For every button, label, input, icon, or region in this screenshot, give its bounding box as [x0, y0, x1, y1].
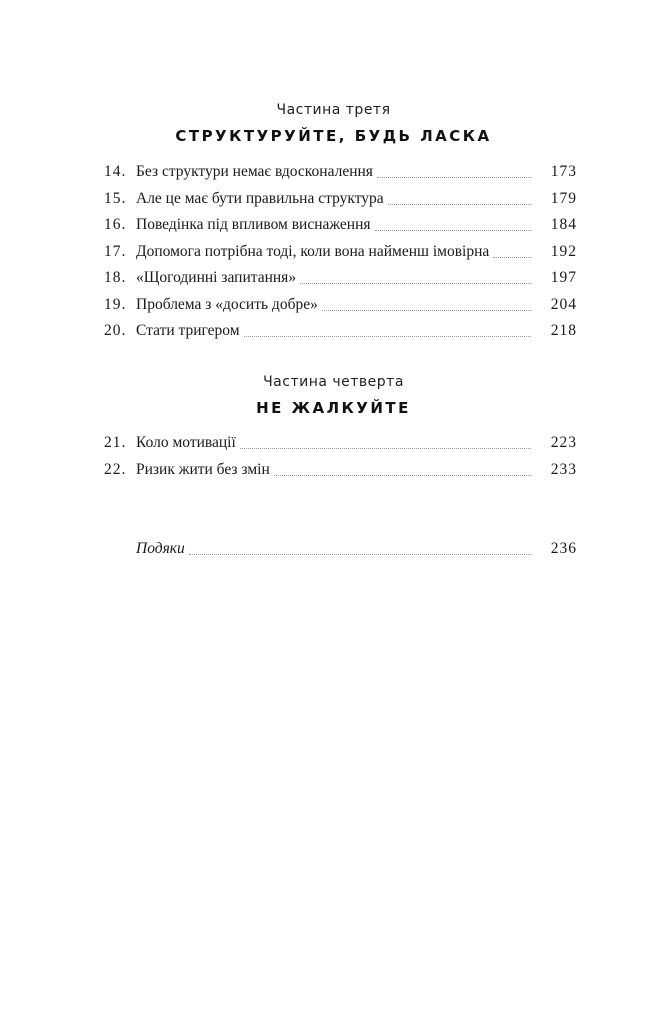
toc-entry[interactable]	[104, 296, 577, 316]
toc-entry-page: 173	[550, 163, 577, 180]
dot-leader	[388, 203, 531, 205]
toc-entry-page: 184	[550, 216, 577, 233]
toc-entry-page: 204	[550, 296, 577, 313]
toc-entry[interactable]	[104, 190, 577, 210]
toc-entry[interactable]	[104, 163, 577, 183]
dot-leader	[375, 229, 531, 231]
toc-entry-number: 22.	[104, 461, 127, 478]
toc-entry-title: Подяки	[136, 540, 185, 557]
toc-entry-page: 192	[550, 243, 577, 260]
toc-entry-title: «Щогодинні запитання»	[136, 269, 297, 286]
part-3-title: СТРУКТУРУЙТЕ, БУДЬ ЛАСКА	[175, 127, 492, 145]
toc-entry-number: 14.	[104, 163, 127, 180]
toc-entry-number: 17.	[104, 243, 127, 260]
toc-entry[interactable]	[104, 434, 577, 454]
toc-entry-title: Допомога потрібна тоді, коли вона найменш імовірна	[136, 243, 490, 260]
toc-entry[interactable]	[104, 461, 577, 481]
toc-entry-page: 179	[550, 190, 577, 207]
dot-leader	[493, 256, 531, 258]
toc-entry-number: 15.	[104, 190, 127, 207]
toc-entry-page: 236	[550, 540, 577, 557]
dot-leader	[274, 474, 531, 476]
dot-leader	[244, 335, 531, 337]
toc-entry-acknowledgements[interactable]	[104, 540, 577, 560]
toc-entry[interactable]	[104, 216, 577, 236]
toc-entry-title: Поведінка під впливом виснаження	[136, 216, 371, 233]
toc-entry-title: Без структури немає вдосконалення	[136, 163, 373, 180]
dot-leader	[300, 282, 531, 284]
part-4-title: НЕ ЖАЛКУЙТЕ	[256, 399, 411, 417]
toc-entry-title: Але це має бути правильна структура	[136, 190, 384, 207]
toc-entry-number: 20.	[104, 322, 127, 339]
dot-leader	[377, 176, 531, 178]
toc-entry-page: 233	[550, 461, 577, 478]
dot-leader	[189, 553, 531, 555]
toc-entry-number: 18.	[104, 269, 127, 286]
toc-entry-page: 218	[550, 322, 577, 339]
toc-entry-number: 16.	[104, 216, 127, 233]
toc-entry-title: Проблема з «досить добре»	[136, 296, 318, 313]
toc-entry-title: Коло мотивації	[136, 434, 236, 451]
toc-entry-page: 223	[550, 434, 577, 451]
toc-entry-page: 197	[550, 269, 577, 286]
toc-entry[interactable]	[104, 322, 577, 342]
dot-leader	[322, 309, 531, 311]
toc-entry-number: 21.	[104, 434, 127, 451]
toc-entry[interactable]	[104, 269, 577, 289]
toc-entry[interactable]	[104, 243, 577, 263]
dot-leader	[240, 447, 531, 449]
toc-entry-number: 19.	[104, 296, 127, 313]
toc-entry-title: Ризик жити без змін	[136, 461, 270, 478]
part-4-label: Частина четверта	[263, 374, 404, 390]
part-3-label: Частина третя	[276, 102, 391, 118]
toc-entry-title: Стати тригером	[136, 322, 240, 339]
